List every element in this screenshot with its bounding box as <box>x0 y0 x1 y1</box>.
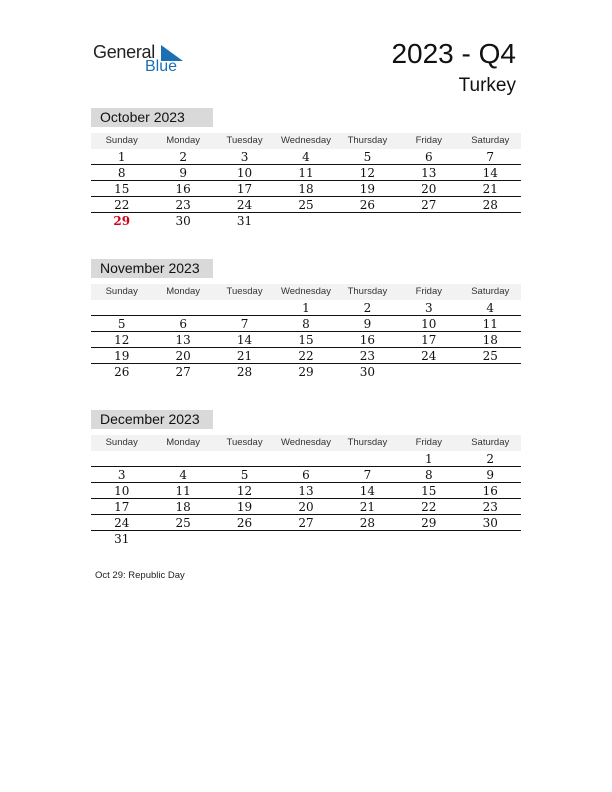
day-cell: 25 <box>482 349 498 363</box>
day-cell: 5 <box>240 468 249 482</box>
weekday-header: Saturday <box>471 135 510 146</box>
week-row <box>91 499 521 515</box>
logo-word-general: General <box>93 42 155 62</box>
day-cell <box>337 531 398 547</box>
day-cell <box>152 451 213 466</box>
week-row <box>91 531 521 547</box>
day-cell: 13 <box>298 484 314 498</box>
day-cell: 8 <box>302 317 310 331</box>
weekday-header: Friday <box>415 135 443 146</box>
week-row <box>91 332 521 348</box>
day-cell: 4 <box>486 301 495 315</box>
day-cell: 16 <box>175 182 191 196</box>
day-cell: 23 <box>482 500 498 514</box>
day-cell: 24 <box>236 198 253 212</box>
holiday-note: Oct 29: Republic Day <box>95 570 185 581</box>
day-cell: 27 <box>298 516 314 530</box>
week-row <box>91 165 521 181</box>
day-cell: 16 <box>359 333 376 347</box>
day-cell <box>398 364 459 380</box>
day-cell: 27 <box>421 198 437 212</box>
week-row <box>91 149 521 165</box>
day-cell: 26 <box>236 516 253 530</box>
day-cell <box>460 531 521 547</box>
day-cell: 15 <box>421 484 437 498</box>
day-cell: 30 <box>175 214 191 228</box>
day-cell: 15 <box>114 182 130 196</box>
day-cell: 19 <box>359 182 376 196</box>
logo-word-blue: Blue <box>145 58 178 75</box>
day-cell: 12 <box>236 484 253 498</box>
day-cell: 28 <box>482 198 498 212</box>
day-cell: 29 <box>421 516 437 530</box>
weekday-header: Tuesday <box>226 437 263 448</box>
day-cell <box>91 451 152 466</box>
weekday-header: Monday <box>166 135 201 146</box>
day-cell: 18 <box>482 333 498 347</box>
day-cell <box>152 300 213 315</box>
weekday-header: Thursday <box>347 286 388 297</box>
month-calendar-november <box>91 259 521 380</box>
day-cell: 11 <box>298 166 314 180</box>
day-cell: 25 <box>175 516 191 530</box>
month-label: October 2023 <box>91 108 213 127</box>
weekday-header: Thursday <box>347 437 388 448</box>
day-cell: 3 <box>240 150 249 164</box>
day-cell: 7 <box>240 317 249 331</box>
month-calendar-december <box>91 410 521 547</box>
week-row <box>91 364 521 380</box>
day-cell: 17 <box>421 333 437 347</box>
week-row <box>91 316 521 332</box>
day-cell: 9 <box>179 166 187 180</box>
weekday-header: Thursday <box>347 135 388 146</box>
weekday-header: Friday <box>415 286 443 297</box>
day-cell <box>214 451 275 466</box>
day-cell: 12 <box>114 333 130 347</box>
day-cell: 10 <box>421 317 437 331</box>
weekday-header: Sunday <box>105 286 138 297</box>
day-cell: 17 <box>114 500 130 514</box>
day-cell: 31 <box>114 532 130 546</box>
day-cell <box>214 300 275 315</box>
day-cell: 2 <box>363 301 372 315</box>
day-cell: 6 <box>179 317 187 331</box>
week-row <box>91 181 521 197</box>
day-cell <box>214 531 275 547</box>
day-cell: 26 <box>359 198 376 212</box>
day-cell: 10 <box>114 484 130 498</box>
day-cell: 23 <box>175 198 191 212</box>
day-cell <box>460 364 521 380</box>
week-row <box>91 348 521 364</box>
day-cell: 21 <box>482 182 498 196</box>
day-cell: 8 <box>425 468 433 482</box>
day-cell: 11 <box>482 317 498 331</box>
weekday-header: Saturday <box>471 286 510 297</box>
week-row <box>91 451 521 467</box>
day-cell: 8 <box>117 166 126 180</box>
day-cell: 20 <box>298 500 314 514</box>
day-cell: 14 <box>236 333 253 347</box>
day-cell: 21 <box>236 349 253 363</box>
day-cell: 14 <box>359 484 376 498</box>
page-title: 2023 - Q4 <box>391 38 516 69</box>
day-cell <box>398 213 459 229</box>
day-cell: 3 <box>117 468 126 482</box>
day-cell: 29 <box>113 214 131 228</box>
day-cell: 19 <box>236 500 253 514</box>
month-calendar-october <box>91 108 521 229</box>
day-cell: 15 <box>298 333 314 347</box>
weekday-header-row <box>91 133 521 149</box>
weekday-header: Sunday <box>105 135 138 146</box>
day-cell: 9 <box>486 468 495 482</box>
day-cell: 3 <box>425 301 433 315</box>
country-name: Turkey <box>458 75 516 96</box>
day-cell: 1 <box>425 452 433 466</box>
day-cell <box>152 531 213 547</box>
weekday-header-row <box>91 435 521 451</box>
day-cell: 27 <box>175 365 191 379</box>
day-cell: 19 <box>114 349 130 363</box>
day-cell: 10 <box>236 166 253 180</box>
day-cell: 30 <box>359 365 376 379</box>
weekday-header-row <box>91 284 521 300</box>
day-cell <box>275 213 336 229</box>
day-cell: 12 <box>359 166 376 180</box>
week-row <box>91 300 521 316</box>
day-cell: 18 <box>175 500 191 514</box>
day-cell: 16 <box>482 484 498 498</box>
day-cell: 4 <box>179 468 187 482</box>
weekday-header: Wednesday <box>280 437 331 448</box>
day-cell: 6 <box>425 150 433 164</box>
day-cell <box>460 213 521 229</box>
day-cell: 31 <box>236 214 253 228</box>
day-cell: 25 <box>298 198 314 212</box>
day-cell: 4 <box>302 150 310 164</box>
day-cell <box>337 451 398 466</box>
day-cell <box>275 451 336 466</box>
month-label: December 2023 <box>91 410 213 429</box>
day-cell <box>337 213 398 229</box>
day-cell: 22 <box>298 349 314 363</box>
day-cell: 1 <box>302 301 310 315</box>
weekday-header: Wednesday <box>280 286 331 297</box>
week-row <box>91 213 521 229</box>
day-cell: 18 <box>298 182 314 196</box>
day-cell: 13 <box>175 333 191 347</box>
day-cell: 13 <box>421 166 437 180</box>
day-cell <box>398 531 459 547</box>
generalblue-logo <box>93 40 193 80</box>
day-cell: 22 <box>421 500 437 514</box>
day-cell: 9 <box>363 317 372 331</box>
day-cell: 2 <box>486 452 495 466</box>
day-cell: 29 <box>298 365 314 379</box>
day-cell: 21 <box>359 500 376 514</box>
day-cell: 24 <box>114 516 130 530</box>
weekday-header: Friday <box>415 437 443 448</box>
weekday-header: Tuesday <box>226 135 263 146</box>
week-row <box>91 515 521 531</box>
day-cell: 30 <box>482 516 498 530</box>
day-cell: 1 <box>117 150 126 164</box>
day-cell: 23 <box>359 349 376 363</box>
day-cell: 20 <box>421 182 437 196</box>
day-cell <box>91 300 152 315</box>
day-cell: 26 <box>114 365 130 379</box>
weekday-header: Wednesday <box>280 135 331 146</box>
day-cell: 14 <box>482 166 498 180</box>
weekday-header: Monday <box>166 286 201 297</box>
week-row <box>91 483 521 499</box>
weekday-header: Saturday <box>471 437 510 448</box>
day-cell: 24 <box>421 349 437 363</box>
day-cell: 11 <box>175 484 191 498</box>
day-cell: 20 <box>175 349 191 363</box>
week-row <box>91 197 521 213</box>
day-cell: 22 <box>114 198 130 212</box>
week-row <box>91 467 521 483</box>
day-cell <box>275 531 336 547</box>
day-cell: 5 <box>117 317 126 331</box>
weekday-header: Sunday <box>105 437 138 448</box>
day-cell: 28 <box>359 516 376 530</box>
day-cell: 6 <box>302 468 310 482</box>
day-cell: 2 <box>179 150 187 164</box>
weekday-header: Monday <box>166 437 201 448</box>
day-cell: 7 <box>486 150 495 164</box>
day-cell: 17 <box>236 182 253 196</box>
day-cell: 28 <box>236 365 253 379</box>
day-cell: 7 <box>363 468 372 482</box>
weekday-header: Tuesday <box>226 286 263 297</box>
month-label: November 2023 <box>91 259 213 278</box>
day-cell: 5 <box>363 150 372 164</box>
